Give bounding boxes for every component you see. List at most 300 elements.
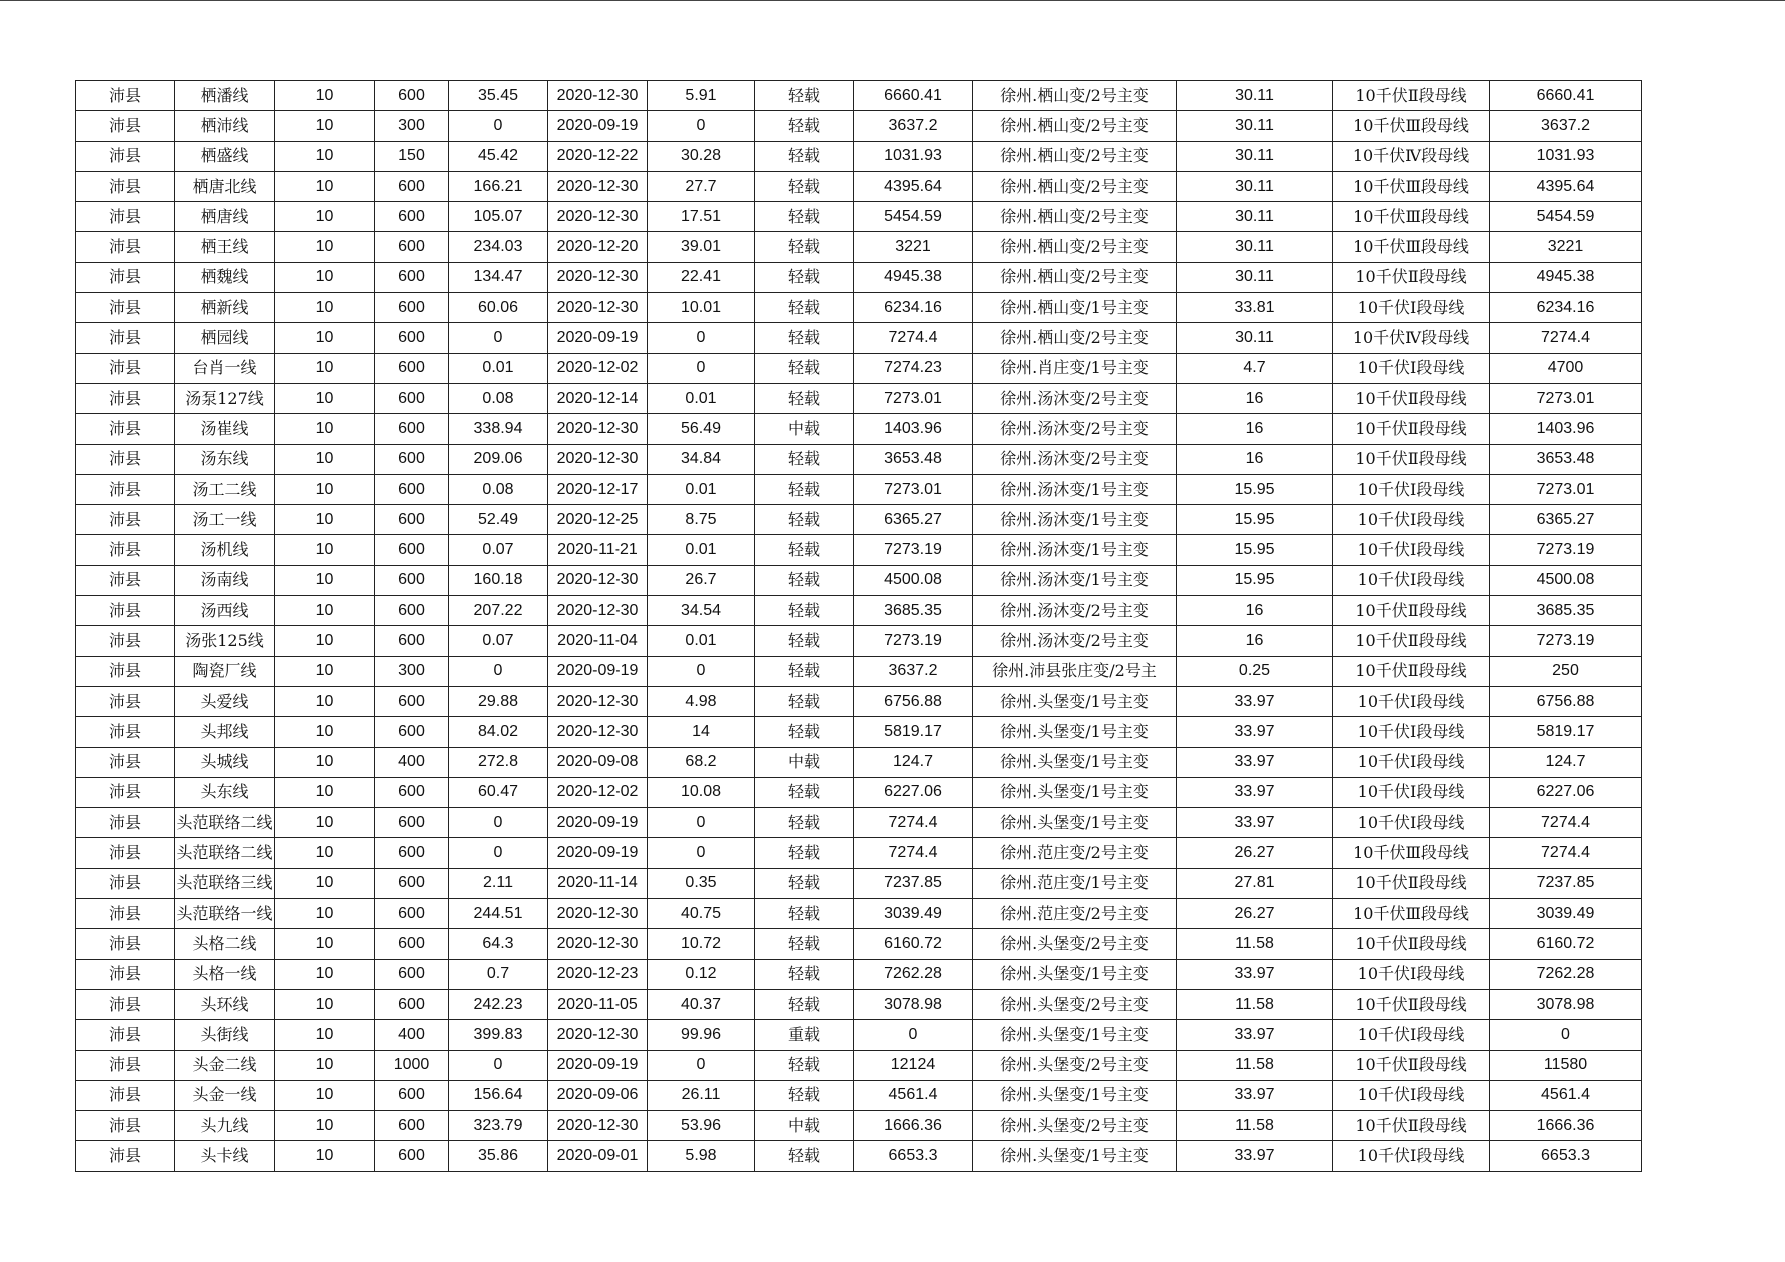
cell-load-rate: 4.98 (648, 686, 755, 716)
cell-substation-transformer: 徐州.汤沐变/1号主变 (973, 474, 1177, 504)
cell-available-capacity: 7237.85 (854, 868, 973, 898)
cell-available-capacity: 7273.19 (854, 535, 973, 565)
cell-line-name: 头爱线 (175, 686, 275, 716)
cell-line-name: 栖潘线 (175, 81, 275, 111)
cell-county: 沛县 (76, 505, 175, 535)
cell-substation-transformer: 徐州.沛县张庄变/2号主 (973, 656, 1177, 686)
cell-transformer-load: 11.58 (1177, 1111, 1333, 1141)
cell-rated-capacity: 600 (375, 596, 449, 626)
table-row (76, 565, 1642, 595)
cell-line-name: 头范联络一线 (175, 899, 275, 929)
cell-load-rate: 0.35 (648, 868, 755, 898)
cell-load-status: 轻载 (755, 717, 854, 747)
cell-line-name: 汤崔线 (175, 414, 275, 444)
cell-remaining-capacity: 6160.72 (1490, 929, 1642, 959)
cell-load-status: 轻载 (755, 1050, 854, 1080)
cell-line-name: 栖园线 (175, 323, 275, 353)
cell-transformer-load: 33.97 (1177, 1080, 1333, 1110)
cell-transformer-load: 16 (1177, 383, 1333, 413)
cell-load-rate: 27.7 (648, 171, 755, 201)
cell-remaining-capacity: 3039.49 (1490, 899, 1642, 929)
cell-busbar: 10千伏Ⅲ段母线 (1333, 171, 1490, 201)
cell-substation-transformer: 徐州.头堡变/2号主变 (973, 1050, 1177, 1080)
table-row (76, 171, 1642, 201)
cell-load-value: 207.22 (449, 596, 548, 626)
cell-line-name: 头格二线 (175, 929, 275, 959)
cell-line-name: 栖新线 (175, 293, 275, 323)
cell-county: 沛县 (76, 747, 175, 777)
cell-substation-transformer: 徐州.头堡变/1号主变 (973, 747, 1177, 777)
cell-county: 沛县 (76, 1020, 175, 1050)
cell-load-status: 轻载 (755, 1080, 854, 1110)
cell-remaining-capacity: 3221 (1490, 232, 1642, 262)
cell-load-value: 64.3 (449, 929, 548, 959)
cell-county: 沛县 (76, 202, 175, 232)
cell-available-capacity: 4561.4 (854, 1080, 973, 1110)
cell-voltage-kv: 10 (275, 323, 375, 353)
cell-remaining-capacity: 7237.85 (1490, 868, 1642, 898)
cell-county: 沛县 (76, 929, 175, 959)
cell-remaining-capacity: 4700 (1490, 353, 1642, 383)
cell-available-capacity: 3637.2 (854, 656, 973, 686)
cell-busbar: 10千伏Ⅱ段母线 (1333, 1111, 1490, 1141)
cell-date: 2020-12-25 (548, 505, 648, 535)
cell-transformer-load: 30.11 (1177, 81, 1333, 111)
cell-load-rate: 10.08 (648, 777, 755, 807)
cell-transformer-load: 30.11 (1177, 323, 1333, 353)
cell-load-status: 轻载 (755, 81, 854, 111)
cell-line-name: 头街线 (175, 1020, 275, 1050)
table-row (76, 293, 1642, 323)
cell-date: 2020-12-30 (548, 293, 648, 323)
cell-available-capacity: 5454.59 (854, 202, 973, 232)
table-row (76, 444, 1642, 474)
cell-line-name: 头城线 (175, 747, 275, 777)
cell-date: 2020-09-06 (548, 1080, 648, 1110)
cell-transformer-load: 33.81 (1177, 293, 1333, 323)
cell-rated-capacity: 600 (375, 565, 449, 595)
cell-voltage-kv: 10 (275, 444, 375, 474)
table-row (76, 474, 1642, 504)
cell-load-value: 244.51 (449, 899, 548, 929)
cell-substation-transformer: 徐州.头堡变/1号主变 (973, 717, 1177, 747)
cell-voltage-kv: 10 (275, 535, 375, 565)
cell-rated-capacity: 600 (375, 1141, 449, 1171)
cell-load-rate: 99.96 (648, 1020, 755, 1050)
cell-county: 沛县 (76, 262, 175, 292)
cell-line-name: 栖沛线 (175, 111, 275, 141)
cell-load-rate: 34.54 (648, 596, 755, 626)
cell-date: 2020-12-30 (548, 899, 648, 929)
table-row (76, 81, 1642, 111)
cell-busbar: 10千伏Ⅱ段母线 (1333, 596, 1490, 626)
cell-load-status: 轻载 (755, 232, 854, 262)
cell-rated-capacity: 600 (375, 474, 449, 504)
cell-county: 沛县 (76, 474, 175, 504)
cell-county: 沛县 (76, 1080, 175, 1110)
cell-voltage-kv: 10 (275, 171, 375, 201)
cell-substation-transformer: 徐州.头堡变/2号主变 (973, 1111, 1177, 1141)
table-row (76, 959, 1642, 989)
cell-voltage-kv: 10 (275, 202, 375, 232)
cell-substation-transformer: 徐州.头堡变/1号主变 (973, 1141, 1177, 1171)
cell-load-rate: 5.98 (648, 1141, 755, 1171)
cell-substation-transformer: 徐州.汤沐变/2号主变 (973, 626, 1177, 656)
cell-load-status: 轻载 (755, 777, 854, 807)
cell-rated-capacity: 1000 (375, 1050, 449, 1080)
cell-remaining-capacity: 7273.01 (1490, 383, 1642, 413)
cell-substation-transformer: 徐州.头堡变/2号主变 (973, 989, 1177, 1019)
cell-available-capacity: 7273.01 (854, 474, 973, 504)
cell-rated-capacity: 600 (375, 262, 449, 292)
cell-line-name: 头范联络三线 (175, 868, 275, 898)
cell-load-rate: 14 (648, 717, 755, 747)
cell-busbar: 10千伏Ⅱ段母线 (1333, 1050, 1490, 1080)
cell-available-capacity: 4395.64 (854, 171, 973, 201)
cell-load-rate: 40.75 (648, 899, 755, 929)
cell-rated-capacity: 600 (375, 535, 449, 565)
cell-voltage-kv: 10 (275, 929, 375, 959)
cell-rated-capacity: 600 (375, 232, 449, 262)
cell-load-rate: 5.91 (648, 81, 755, 111)
cell-transformer-load: 33.97 (1177, 959, 1333, 989)
cell-available-capacity: 3221 (854, 232, 973, 262)
cell-county: 沛县 (76, 444, 175, 474)
cell-transformer-load: 33.97 (1177, 1020, 1333, 1050)
cell-available-capacity: 4500.08 (854, 565, 973, 595)
cell-load-status: 轻载 (755, 686, 854, 716)
cell-voltage-kv: 10 (275, 232, 375, 262)
cell-voltage-kv: 10 (275, 353, 375, 383)
cell-busbar: 10千伏Ⅰ段母线 (1333, 565, 1490, 595)
cell-transformer-load: 30.11 (1177, 232, 1333, 262)
cell-load-status: 轻载 (755, 565, 854, 595)
cell-load-value: 242.23 (449, 989, 548, 1019)
cell-load-rate: 0.01 (648, 626, 755, 656)
cell-busbar: 10千伏Ⅱ段母线 (1333, 262, 1490, 292)
cell-busbar: 10千伏Ⅰ段母线 (1333, 474, 1490, 504)
cell-load-value: 0.08 (449, 474, 548, 504)
cell-line-name: 头环线 (175, 989, 275, 1019)
cell-available-capacity: 3637.2 (854, 111, 973, 141)
cell-rated-capacity: 600 (375, 414, 449, 444)
cell-substation-transformer: 徐州.汤沐变/1号主变 (973, 565, 1177, 595)
table-row (76, 414, 1642, 444)
cell-voltage-kv: 10 (275, 959, 375, 989)
cell-load-rate: 0 (648, 656, 755, 686)
cell-load-value: 323.79 (449, 1111, 548, 1141)
cell-load-value: 0 (449, 111, 548, 141)
cell-date: 2020-11-04 (548, 626, 648, 656)
cell-county: 沛县 (76, 141, 175, 171)
cell-transformer-load: 15.95 (1177, 474, 1333, 504)
cell-load-value: 166.21 (449, 171, 548, 201)
table-row (76, 1141, 1642, 1171)
cell-load-value: 60.47 (449, 777, 548, 807)
table-row (76, 899, 1642, 929)
cell-voltage-kv: 10 (275, 81, 375, 111)
cell-voltage-kv: 10 (275, 1050, 375, 1080)
cell-substation-transformer: 徐州.栖山变/1号主变 (973, 293, 1177, 323)
cell-load-status: 轻载 (755, 505, 854, 535)
cell-rated-capacity: 600 (375, 383, 449, 413)
cell-rated-capacity: 600 (375, 1080, 449, 1110)
page-top-border (0, 0, 1785, 1)
table-row (76, 929, 1642, 959)
cell-busbar: 10千伏Ⅰ段母线 (1333, 353, 1490, 383)
cell-transformer-load: 30.11 (1177, 202, 1333, 232)
cell-transformer-load: 33.97 (1177, 717, 1333, 747)
cell-line-name: 汤机线 (175, 535, 275, 565)
cell-busbar: 10千伏Ⅰ段母线 (1333, 959, 1490, 989)
cell-date: 2020-12-17 (548, 474, 648, 504)
cell-busbar: 10千伏Ⅱ段母线 (1333, 626, 1490, 656)
cell-rated-capacity: 600 (375, 505, 449, 535)
cell-substation-transformer: 徐州.头堡变/2号主变 (973, 929, 1177, 959)
cell-busbar: 10千伏Ⅱ段母线 (1333, 656, 1490, 686)
cell-busbar: 10千伏Ⅲ段母线 (1333, 899, 1490, 929)
cell-load-rate: 53.96 (648, 1111, 755, 1141)
cell-available-capacity: 7274.4 (854, 323, 973, 353)
cell-busbar: 10千伏Ⅱ段母线 (1333, 414, 1490, 444)
cell-load-status: 轻载 (755, 838, 854, 868)
cell-date: 2020-12-30 (548, 1111, 648, 1141)
cell-date: 2020-09-19 (548, 838, 648, 868)
cell-load-rate: 22.41 (648, 262, 755, 292)
cell-busbar: 10千伏Ⅰ段母线 (1333, 777, 1490, 807)
cell-transformer-load: 33.97 (1177, 808, 1333, 838)
cell-transformer-load: 11.58 (1177, 1050, 1333, 1080)
cell-date: 2020-12-30 (548, 171, 648, 201)
cell-county: 沛县 (76, 81, 175, 111)
cell-remaining-capacity: 7273.19 (1490, 626, 1642, 656)
cell-line-name: 栖盛线 (175, 141, 275, 171)
cell-available-capacity: 6160.72 (854, 929, 973, 959)
cell-remaining-capacity: 5454.59 (1490, 202, 1642, 232)
cell-remaining-capacity: 7273.01 (1490, 474, 1642, 504)
cell-remaining-capacity: 6653.3 (1490, 1141, 1642, 1171)
cell-rated-capacity: 600 (375, 868, 449, 898)
cell-rated-capacity: 600 (375, 929, 449, 959)
cell-busbar: 10千伏Ⅲ段母线 (1333, 111, 1490, 141)
cell-load-status: 轻载 (755, 323, 854, 353)
table-row (76, 596, 1642, 626)
cell-county: 沛县 (76, 989, 175, 1019)
cell-load-status: 轻载 (755, 989, 854, 1019)
cell-line-name: 头范联络二线 (175, 808, 275, 838)
cell-busbar: 10千伏Ⅰ段母线 (1333, 1080, 1490, 1110)
cell-busbar: 10千伏Ⅰ段母线 (1333, 1020, 1490, 1050)
cell-line-name: 头卡线 (175, 1141, 275, 1171)
cell-voltage-kv: 10 (275, 596, 375, 626)
cell-remaining-capacity: 6234.16 (1490, 293, 1642, 323)
cell-available-capacity: 1403.96 (854, 414, 973, 444)
cell-load-value: 209.06 (449, 444, 548, 474)
cell-voltage-kv: 10 (275, 808, 375, 838)
cell-substation-transformer: 徐州.栖山变/2号主变 (973, 202, 1177, 232)
cell-voltage-kv: 10 (275, 899, 375, 929)
cell-county: 沛县 (76, 596, 175, 626)
table-row (76, 505, 1642, 535)
cell-substation-transformer: 徐州.头堡变/1号主变 (973, 1020, 1177, 1050)
cell-substation-transformer: 徐州.栖山变/2号主变 (973, 323, 1177, 353)
cell-busbar: 10千伏Ⅱ段母线 (1333, 81, 1490, 111)
cell-busbar: 10千伏Ⅰ段母线 (1333, 1141, 1490, 1171)
table-body (76, 81, 1642, 1172)
cell-county: 沛县 (76, 293, 175, 323)
cell-transformer-load: 26.27 (1177, 838, 1333, 868)
cell-available-capacity: 3078.98 (854, 989, 973, 1019)
table-row (76, 141, 1642, 171)
cell-transformer-load: 16 (1177, 414, 1333, 444)
cell-load-value: 0 (449, 656, 548, 686)
cell-load-value: 35.86 (449, 1141, 548, 1171)
cell-busbar: 10千伏Ⅱ段母线 (1333, 868, 1490, 898)
table-row (76, 747, 1642, 777)
cell-line-name: 头金二线 (175, 1050, 275, 1080)
cell-voltage-kv: 10 (275, 414, 375, 444)
cell-substation-transformer: 徐州.头堡变/1号主变 (973, 1080, 1177, 1110)
cell-remaining-capacity: 3637.2 (1490, 111, 1642, 141)
cell-load-rate: 0.01 (648, 474, 755, 504)
cell-county: 沛县 (76, 1141, 175, 1171)
cell-substation-transformer: 徐州.栖山变/2号主变 (973, 232, 1177, 262)
cell-available-capacity: 124.7 (854, 747, 973, 777)
cell-line-name: 汤东线 (175, 444, 275, 474)
cell-rated-capacity: 300 (375, 656, 449, 686)
cell-remaining-capacity: 3685.35 (1490, 596, 1642, 626)
cell-available-capacity: 7273.01 (854, 383, 973, 413)
table-row (76, 808, 1642, 838)
cell-busbar: 10千伏Ⅱ段母线 (1333, 383, 1490, 413)
cell-line-name: 栖唐线 (175, 202, 275, 232)
cell-available-capacity: 4945.38 (854, 262, 973, 292)
cell-available-capacity: 7262.28 (854, 959, 973, 989)
cell-county: 沛县 (76, 414, 175, 444)
cell-load-rate: 0.12 (648, 959, 755, 989)
cell-load-value: 272.8 (449, 747, 548, 777)
cell-date: 2020-12-30 (548, 565, 648, 595)
cell-available-capacity: 6660.41 (854, 81, 973, 111)
cell-remaining-capacity: 1031.93 (1490, 141, 1642, 171)
cell-load-value: 45.42 (449, 141, 548, 171)
cell-line-name: 头金一线 (175, 1080, 275, 1110)
cell-busbar: 10千伏Ⅰ段母线 (1333, 808, 1490, 838)
cell-date: 2020-09-08 (548, 747, 648, 777)
cell-busbar: 10千伏Ⅰ段母线 (1333, 747, 1490, 777)
cell-load-value: 0.7 (449, 959, 548, 989)
cell-available-capacity: 12124 (854, 1050, 973, 1080)
cell-rated-capacity: 600 (375, 171, 449, 201)
cell-load-status: 轻载 (755, 656, 854, 686)
cell-substation-transformer: 徐州.汤沐变/1号主变 (973, 535, 1177, 565)
cell-transformer-load: 16 (1177, 626, 1333, 656)
cell-county: 沛县 (76, 323, 175, 353)
cell-remaining-capacity: 1666.36 (1490, 1111, 1642, 1141)
cell-transformer-load: 33.97 (1177, 686, 1333, 716)
cell-substation-transformer: 徐州.头堡变/1号主变 (973, 777, 1177, 807)
cell-load-status: 轻载 (755, 262, 854, 292)
table-row (76, 626, 1642, 656)
cell-load-status: 轻载 (755, 171, 854, 201)
cell-rated-capacity: 600 (375, 777, 449, 807)
cell-voltage-kv: 10 (275, 383, 375, 413)
cell-remaining-capacity: 4500.08 (1490, 565, 1642, 595)
cell-date: 2020-12-30 (548, 444, 648, 474)
cell-load-value: 0 (449, 838, 548, 868)
table-row (76, 838, 1642, 868)
cell-load-rate: 17.51 (648, 202, 755, 232)
cell-busbar: 10千伏Ⅰ段母线 (1333, 535, 1490, 565)
table-row (76, 1080, 1642, 1110)
table-row (76, 868, 1642, 898)
cell-rated-capacity: 600 (375, 686, 449, 716)
cell-busbar: 10千伏Ⅲ段母线 (1333, 838, 1490, 868)
cell-busbar: 10千伏Ⅱ段母线 (1333, 444, 1490, 474)
table-row (76, 232, 1642, 262)
cell-remaining-capacity: 1403.96 (1490, 414, 1642, 444)
feeder-load-table (75, 80, 1642, 1172)
cell-date: 2020-12-30 (548, 262, 648, 292)
cell-date: 2020-09-19 (548, 1050, 648, 1080)
cell-rated-capacity: 600 (375, 293, 449, 323)
cell-line-name: 汤工二线 (175, 474, 275, 504)
table-row (76, 656, 1642, 686)
table-row (76, 717, 1642, 747)
cell-load-rate: 0.01 (648, 383, 755, 413)
cell-load-rate: 0 (648, 808, 755, 838)
cell-county: 沛县 (76, 808, 175, 838)
cell-date: 2020-12-30 (548, 202, 648, 232)
cell-available-capacity: 6756.88 (854, 686, 973, 716)
cell-rated-capacity: 600 (375, 899, 449, 929)
table-row (76, 323, 1642, 353)
cell-voltage-kv: 10 (275, 565, 375, 595)
cell-rated-capacity: 300 (375, 111, 449, 141)
cell-substation-transformer: 徐州.范庄变/2号主变 (973, 838, 1177, 868)
cell-voltage-kv: 10 (275, 747, 375, 777)
cell-transformer-load: 0.25 (1177, 656, 1333, 686)
cell-load-rate: 0 (648, 111, 755, 141)
cell-county: 沛县 (76, 626, 175, 656)
cell-line-name: 头邦线 (175, 717, 275, 747)
cell-available-capacity: 0 (854, 1020, 973, 1050)
table-row (76, 989, 1642, 1019)
cell-load-rate: 39.01 (648, 232, 755, 262)
cell-load-rate: 30.28 (648, 141, 755, 171)
cell-transformer-load: 33.97 (1177, 747, 1333, 777)
cell-load-status: 轻载 (755, 444, 854, 474)
cell-load-status: 轻载 (755, 293, 854, 323)
cell-load-rate: 0 (648, 1050, 755, 1080)
cell-remaining-capacity: 3078.98 (1490, 989, 1642, 1019)
cell-rated-capacity: 600 (375, 444, 449, 474)
cell-remaining-capacity: 5819.17 (1490, 717, 1642, 747)
cell-rated-capacity: 400 (375, 747, 449, 777)
cell-load-status: 轻载 (755, 353, 854, 383)
cell-load-status: 轻载 (755, 202, 854, 232)
cell-county: 沛县 (76, 899, 175, 929)
cell-load-status: 中载 (755, 1111, 854, 1141)
cell-available-capacity: 3685.35 (854, 596, 973, 626)
cell-remaining-capacity: 6227.06 (1490, 777, 1642, 807)
cell-available-capacity: 6365.27 (854, 505, 973, 535)
cell-county: 沛县 (76, 868, 175, 898)
cell-load-status: 轻载 (755, 868, 854, 898)
cell-available-capacity: 5819.17 (854, 717, 973, 747)
cell-rated-capacity: 600 (375, 808, 449, 838)
cell-transformer-load: 16 (1177, 444, 1333, 474)
